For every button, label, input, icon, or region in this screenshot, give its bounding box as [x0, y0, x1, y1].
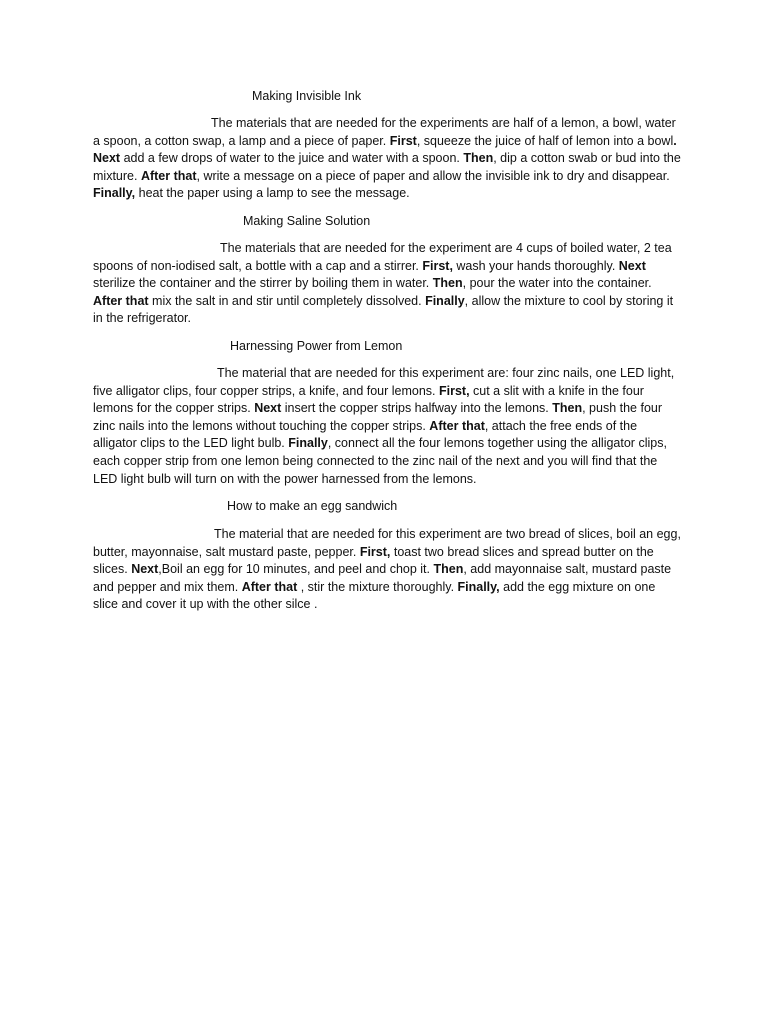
- keyword-text: Then: [463, 151, 494, 166]
- keyword-text: . Next: [93, 133, 677, 166]
- keyword-text: After that: [429, 418, 485, 433]
- body-text: heat the paper using a lamp to see the message.: [135, 186, 410, 201]
- keyword-text: Finally,: [457, 579, 500, 594]
- paragraph-invisible-ink: [93, 115, 683, 203]
- keyword-text: First: [389, 133, 417, 148]
- body-text: , stir the mixture thoroughly.: [297, 579, 458, 594]
- keyword-text: Finally,: [93, 186, 136, 201]
- keyword-text: Next: [131, 562, 159, 577]
- body-text: mix the salt in and stir until completely dissolved.: [148, 293, 426, 308]
- body-text: , write a message on a piece of paper and allow the invisible ink to dry and disappear.: [196, 168, 670, 183]
- keyword-text: First,: [439, 383, 470, 398]
- section-title-invisible-ink: Making Invisible Ink: [252, 89, 362, 103]
- body-text: The material that are needed for this experiment are two bread of slices, boil an egg, butter, mayonnaise, salt mustard paste, pepper.: [93, 527, 681, 559]
- paragraph-lemon-power: [93, 365, 683, 488]
- keyword-text: Next: [254, 401, 282, 416]
- body-text: cut a slit with a knife in the four lemons for the copper strips.: [93, 383, 644, 416]
- keyword-text: Next: [618, 258, 646, 273]
- body-text: The material that are needed for this experiment are: four zinc nails, one LED light, five alligator clips, four copper strips, a knife, and four lemons.: [93, 366, 675, 398]
- keyword-text: After that: [241, 579, 298, 594]
- body-text: wash your hands thoroughly.: [452, 258, 619, 273]
- body-text: , attach the free ends of the alligator clips to the LED light bulb.: [93, 418, 638, 451]
- body-text: , pour the water into the container.: [462, 276, 652, 291]
- body-text: insert the copper strips halfway into the lemons.: [281, 401, 553, 416]
- keyword-text: Then: [552, 401, 583, 416]
- keyword-text: Then: [432, 276, 463, 291]
- section-title-saline-solution: Making Saline Solution: [243, 214, 371, 228]
- body-text: , squeeze the juice of half of lemon into a bowl: [416, 133, 674, 148]
- body-text: The materials that are needed for the experiments are half of a lemon, a bowl, water a spoon, a cotton swap, a lamp and a piece of paper.: [93, 116, 676, 148]
- body-text: ,Boil an egg for 10 minutes, and peel and chop it.: [158, 562, 434, 577]
- body-text: add a few drops of water to the juice and water with a spoon.: [120, 151, 464, 166]
- section-title-lemon-power: Harnessing Power from Lemon: [230, 339, 403, 353]
- keyword-text: First,: [359, 544, 391, 559]
- body-text: , add mayonnaise salt, mustard paste and pepper and mix them.: [93, 562, 672, 594]
- body-text: add the egg mixture on one slice and cover it up with the other silce .: [93, 579, 656, 612]
- section-title-egg-sandwich: How to make an egg sandwich: [227, 499, 398, 513]
- body-text: , connect all the four lemons together using the alligator clips, each copper strip from one lemon being connected to the zinc nail of the next and you will find that the LED light bulb will turn on with the power harnessed from the lemons.: [93, 436, 667, 486]
- body-text: toast two bread slices and spread butter on the slices.: [93, 544, 654, 577]
- keyword-text: Then: [433, 562, 464, 577]
- keyword-text: After that: [140, 168, 197, 183]
- keyword-text: After that: [93, 293, 149, 308]
- body-text: , allow the mixture to cool by storing it in the refrigerator.: [93, 293, 674, 326]
- keyword-text: First,: [422, 258, 453, 273]
- body-text: , push the four zinc nails into the lemons without touching the copper strips.: [93, 401, 663, 433]
- keyword-text: Finally: [288, 436, 328, 451]
- paragraph-egg-sandwich: [93, 526, 683, 614]
- body-text: , dip a cotton swab or bud into the mixture.: [93, 151, 681, 183]
- paragraph-saline-solution: [93, 240, 683, 328]
- keyword-text: Finally: [425, 293, 465, 308]
- body-text: The materials that are needed for the experiment are 4 cups of boiled water, 2 tea spoons of non-iodised salt, a bottle with a cap and a stirrer.: [93, 241, 672, 273]
- body-text: sterilize the container and the stirrer by boiling them in water.: [93, 276, 433, 291]
